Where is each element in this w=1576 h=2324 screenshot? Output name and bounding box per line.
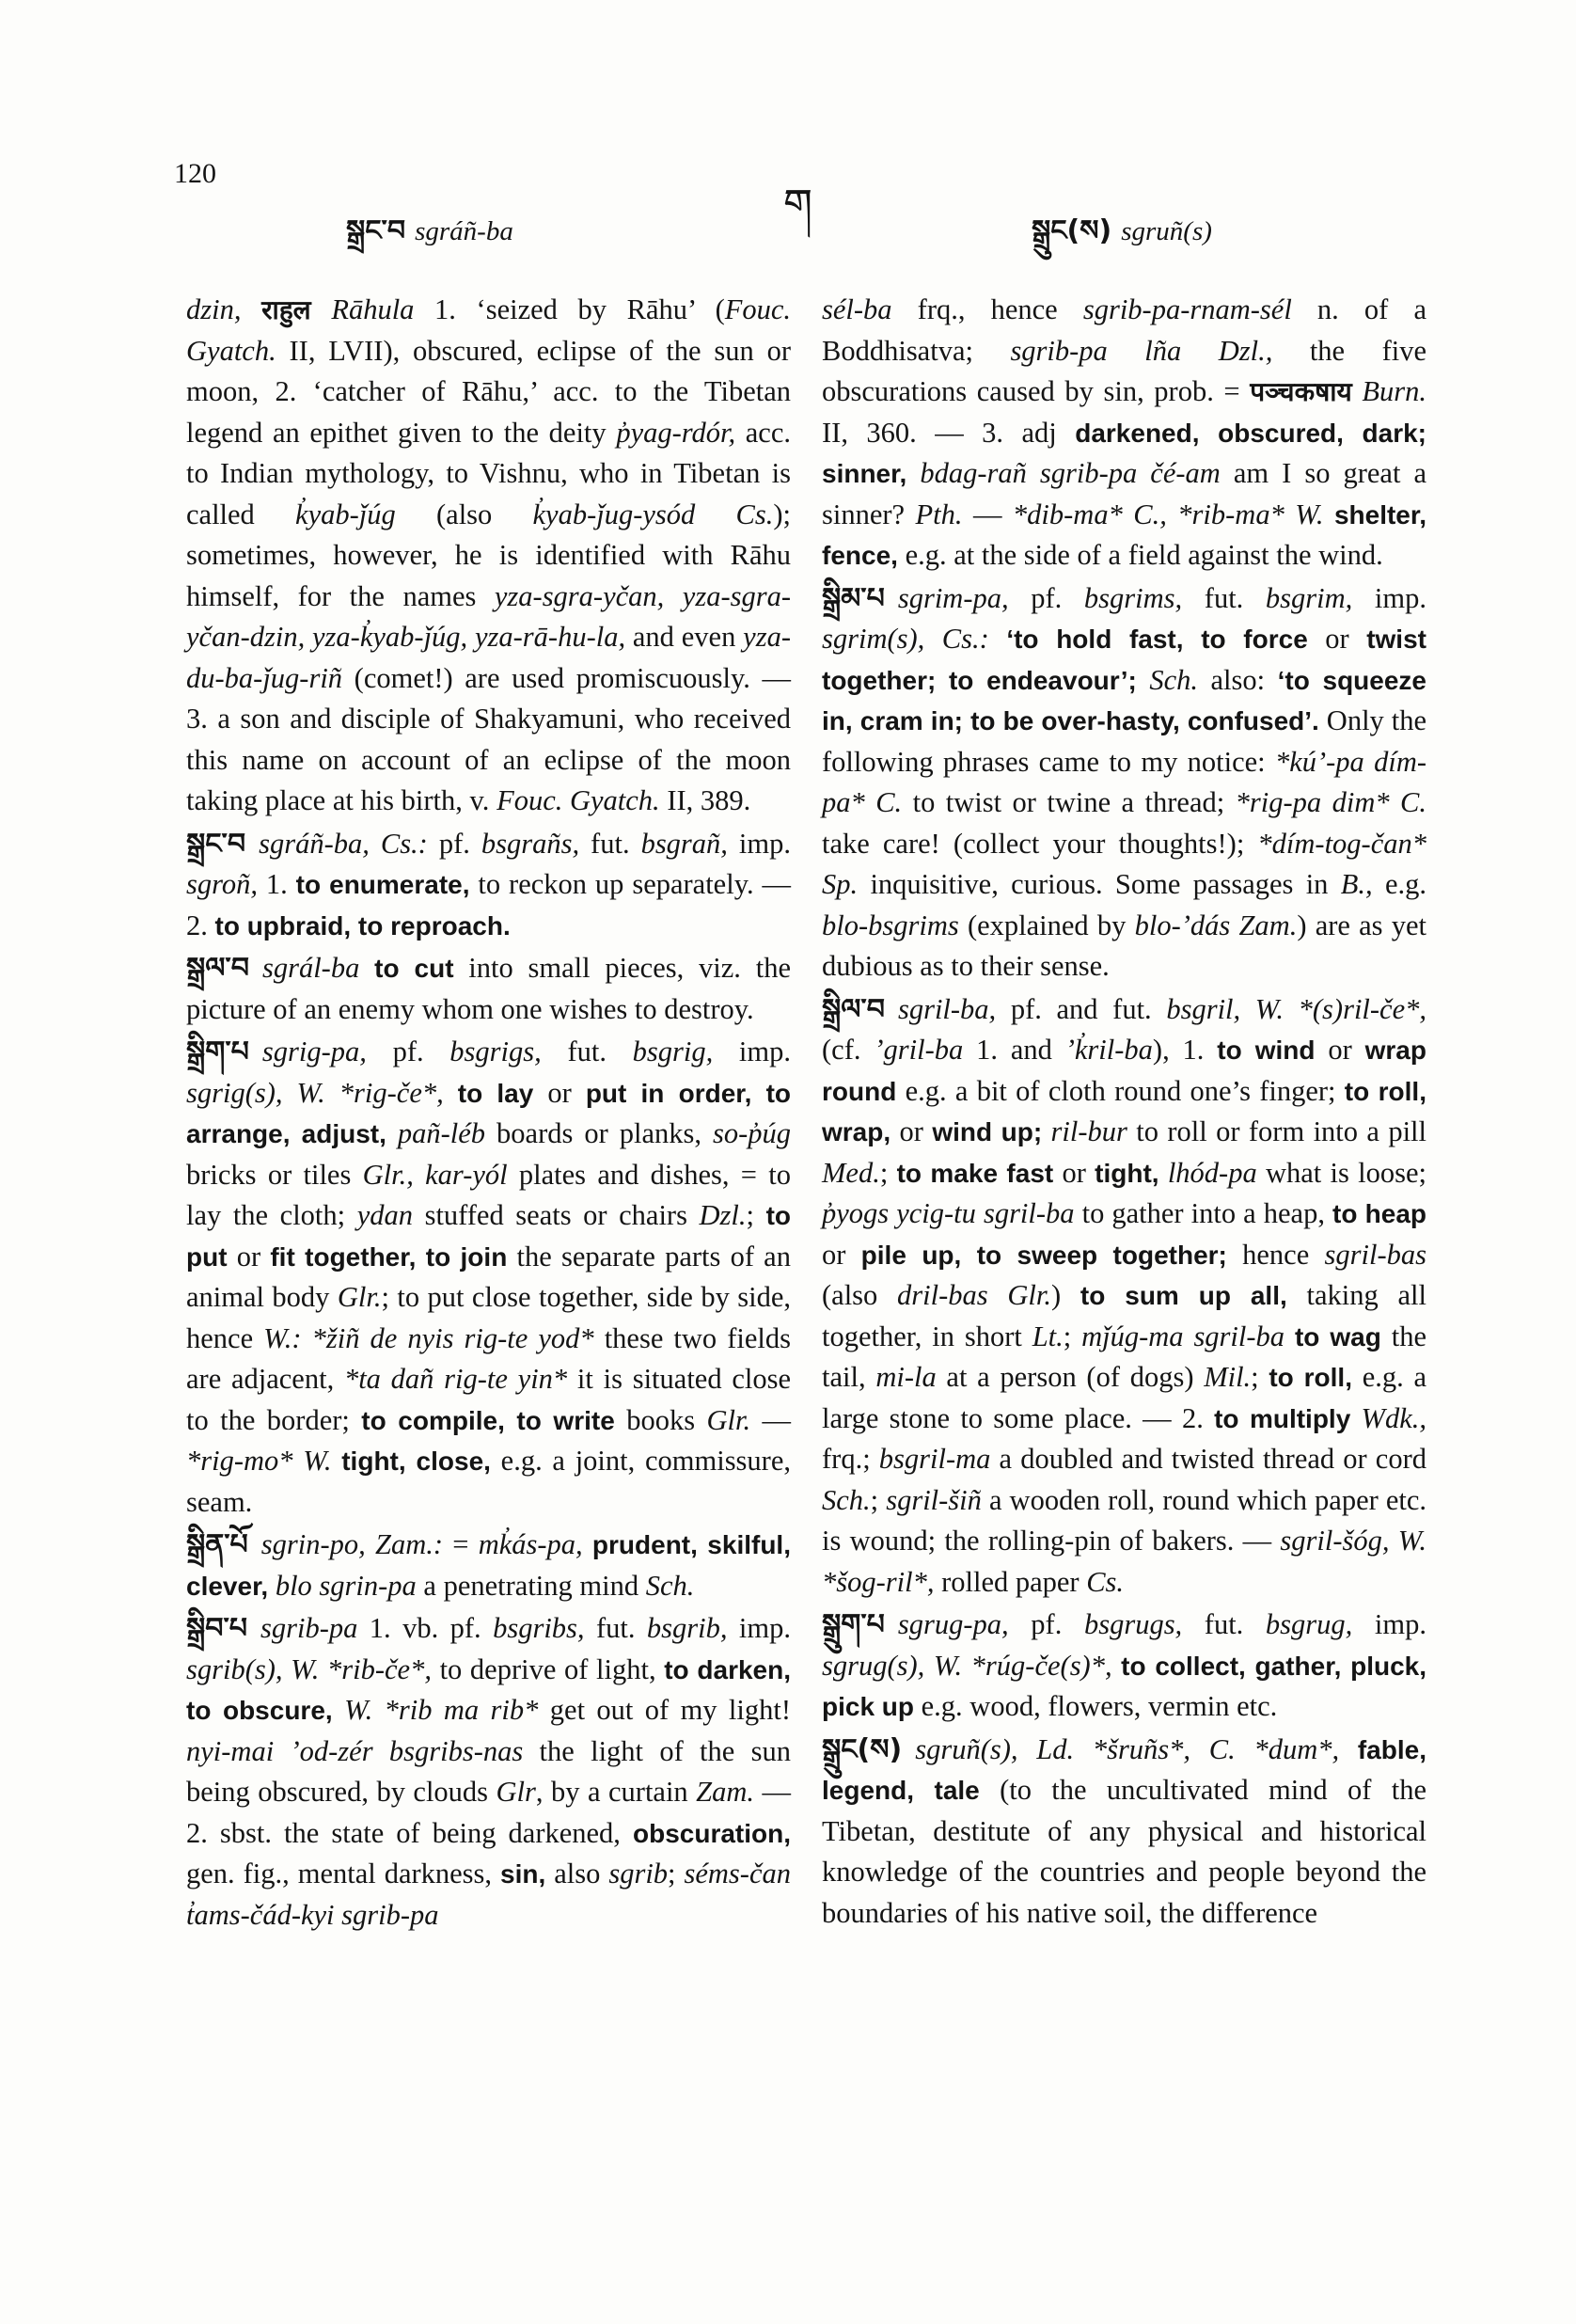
tibetan-headword: སྒྲིལ་བ	[822, 992, 885, 1026]
entry-text: dzin, राहुल Rāhula 1. ‘seized by Rāhu’ (Fouc. Gyatch. II, LVII), obscured, eclipse of the sun or moon, 2. ‘catcher of Rāhu,’ acc. to the Tibetan legend an epithet given to the deity p̓yag-rdór, acc. to Indian mythology, to Vishnu, who in Tibetan is called k̓yab-ǰúg (also k̓yab-ǰug-ysód Cs.); sometimes, however, he is identified with Rāhu himself, for the names yza-sgra-yčan, yza-sgra-yčan-dzin, yza-k̓yab-ǰúg, yza-rā-hu-la, and even yza-du-ba-ǰug-riñ (comet!) are used promiscuously. — 3. a son and disciple of Shakyamuni, who received this name on account of an eclipse of the moon taking place at his birth, v. Fouc. Gyatch. II, 389.	[186, 293, 792, 816]
dictionary-entry	[822, 578, 1426, 988]
dictionary-entry	[822, 1730, 1426, 1935]
running-head-left	[346, 199, 513, 278]
entry-text: sgrál-ba to cut into small pieces, viz. the picture of an enemy whom one wishes to destroy.	[186, 952, 791, 1025]
entry-text: sgrug-pa, pf. bsgrugs, fut. bsgrug, imp. sgrug(s), W. *rúg-če(s)*, to collect, gather, pluck, pick up e.g. wood, flowers, vermin etc.	[822, 1608, 1426, 1722]
dictionary-entry	[186, 1525, 791, 1606]
dictionary-entry	[186, 1032, 791, 1523]
entry-text: sgril-ba, pf. and fut. bsgril, W. *(s)ril-če*, (cf. ʼgril-ba 1. and ʼk̓ril-ba), 1. to wind or wrap round e.g. a bit of cloth round one’s finger; to roll, wrap, or wind up; ril-bur to roll or form into a pill Med.; to make fast or tight, lhód-pa what is loose; p̓yogs ycig-tu sgril-ba to gather into a heap, to heap or pile up, to sweep together; hence sgril-bas (also dril-bas Glr.) to sum up all, taking all together, in short Lt.; mǰúg-ma sgril-ba to wag the tail, mi-la at a person (of dogs) Mil.; to roll, e.g. a large stone to some place. — 2. to multiply Wdk., frq.; bsgril-ma a doubled and twisted thread or cord Sch.; sgril-šiñ a wooden roll, round which paper etc. is wound; the rolling-pin of bakers. — sgril-šóg, W. *šog-ril*, rolled paper Cs.	[822, 992, 1427, 1598]
entry-text: sél-ba frq., hence sgrib-pa-rnam-sél n. of a Boddhisatva; sgrib-pa lña Dzl., the five obscurations caused by sin, prob. = पञ्चकषाय Burn. II, 360. — 3. adj darkened, obscured, dark; sinner, bdag-rañ sgrib-pa čé-am am I so great a sinner? Pth. — *dib-ma* C., *rib-ma* W. shelter, fence, e.g. at the side of a field against the wind.	[822, 293, 1427, 571]
tibetan-headword: སྒྲིབ་པ	[186, 1612, 248, 1645]
page-number: 120	[174, 158, 216, 189]
dictionary-entry	[822, 290, 1426, 577]
dictionary-entry	[186, 290, 791, 822]
running-head-right-headword: sgruñ(s)	[1121, 216, 1212, 246]
dictionary-entry	[822, 1605, 1426, 1728]
tibetan-headword: སྒྲིམ་པ	[822, 581, 885, 615]
running-head-left-headword: sgráñ-ba	[415, 216, 513, 246]
section-letter: ག	[783, 182, 812, 228]
tibetan-headword: སྒྲུང(ས)	[822, 1732, 903, 1766]
running-head-right	[1032, 199, 1212, 278]
dictionary-entry	[186, 824, 791, 947]
running-head-left-tibetan: སྒྲང་བ	[346, 214, 406, 247]
tibetan-headword: སྒྲང་བ	[186, 827, 246, 861]
entry-text: sgrig-pa, pf. bsgrigs, fut. bsgrig, imp. sgrig(s), W. *rig-če*, to lay or put in order, to arrange, adjust, pañ-léb boards or planks, so-p̓úg bricks or tiles Glr., kar-yól plates and dishes, = to lay the cloth; ydan stuffed seats or chairs Dzl.; to put or fit together, to join the separate parts of an animal body Glr.; to put close together, side by side, hence W.: *žiñ de nyis rig-te yod* these two fields are adjacent, *ta dañ rig-te yin* it is situated close to the border; to compile, to write books Glr. — *rig-mo* W. tight, close, e.g. a joint, commissure, seam.	[186, 1036, 792, 1518]
dictionary-entry	[186, 1608, 791, 1936]
left-column	[186, 290, 791, 1936]
tibetan-headword: སྒྲིན་པོ	[186, 1528, 248, 1561]
entry-text: sgráñ-ba, Cs.: pf. bsgrañs, fut. bsgrañ, imp. sgroñ, 1. to enumerate, to reckon up separately. — 2. to upbraid, to reproach.	[186, 827, 791, 941]
entry-text: sgrib-pa 1. vb. pf. bsgribs, fut. bsgrib, imp. sgrib(s), W. *rib-če*, to deprive of light, to darken, to obscure, W. *rib ma rib* get out of my light! nyi-mai ʼod-zér bsgribs-nas the light of the sun being obscured, by clouds Glr, by a curtain Zam. — 2. sbst. the state of being darkened, obscuration, gen. fig., mental darkness, sin, also sgrib; séms-čan t̓ams-čád-kyi sgrib-pa	[186, 1612, 792, 1931]
running-head-right-tibetan: སྒྲུང(ས)	[1032, 214, 1112, 247]
tibetan-headword: སྒྲུག་པ	[822, 1608, 885, 1641]
right-column	[822, 290, 1426, 1934]
entry-text: sgruñ(s), Ld. *šruñs*, C. *dum*, fable, legend, tale (to the uncultivated mind of the Tibetan, destitute of any physical and historical knowledge of the countries and people beyond the boundaries of his native soil, the difference	[822, 1732, 1426, 1929]
dictionary-entry	[186, 948, 791, 1030]
entry-text: sgrim-pa, pf. bsgrims, fut. bsgrim, imp. sgrim(s), Cs.: ‘to hold fast, to force or twist together; to endeavour’; Sch. also: ‘to squeeze in, cram in; to be over-hasty, confused’. Only the following phrases came to my notice: *kú’-pa dím-pa* C. to twist or twine a thread; *rig-pa dim* C. take care! (collect your thoughts!); *dím-tog-čan* Sp. inquisitive, curious. Some passages in B., e.g. blo-bsgrims (explained by blo-ʼdás Zam.) are as yet dubious as to their sense.	[822, 581, 1427, 982]
tibetan-headword: སྒྲིག་པ	[186, 1036, 249, 1068]
dictionary-entry	[822, 989, 1426, 1604]
tibetan-headword: སྒྲལ་བ	[186, 952, 249, 985]
entry-text: sgrin-po, Zam.: = mk̓ás-pa, prudent, skilful, clever, blo sgrin-pa a penetrating mind Sch.	[186, 1528, 791, 1602]
